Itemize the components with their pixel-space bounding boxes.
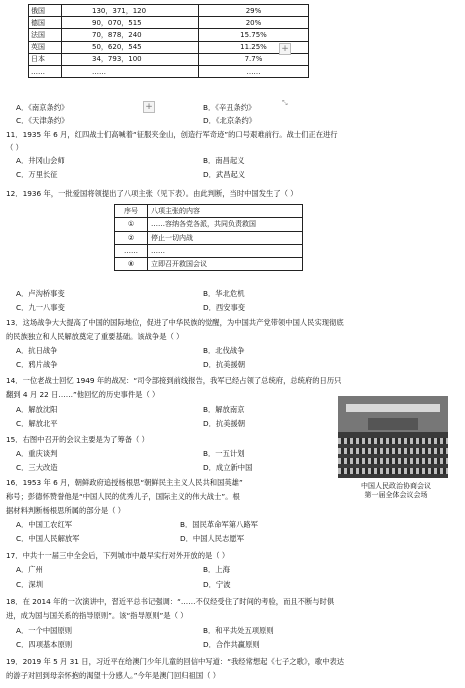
table1-cell: 34，793，100 — [62, 53, 199, 65]
q14-stem-line1: 14．一位老战士回忆 1949 年的战况：“司令部接到前线报告，我军已经占领了总统府，总统府的日历只 — [6, 376, 342, 385]
q12-option-c: C．九一八事变 — [16, 303, 65, 312]
table2-cell: 立即召开救国会议 — [148, 258, 303, 271]
table2-row — [115, 218, 303, 231]
q12-option-b: B．华北危机 — [203, 289, 245, 298]
q17-option-a: A．广州 — [16, 565, 43, 574]
table2-row — [115, 258, 303, 271]
q11-option-d: D．武昌起义 — [203, 170, 246, 179]
q11-option-a: A．井冈山会师 — [16, 156, 65, 165]
table2-cell: ① — [115, 218, 148, 231]
table2-cell: 停止一切内战 — [148, 231, 303, 244]
q11-stem-line2: （ ） — [6, 143, 23, 152]
table1-cell: 11.25% — [199, 41, 309, 53]
table1-row — [29, 41, 309, 53]
photo-caption: 中国人民政治协商会议 第一届全体会议会场 — [361, 482, 431, 499]
q16-option-a: A．中国工农红军 — [16, 520, 73, 529]
conference-photo — [338, 396, 448, 478]
q18-stem-line2: 进，成为国与国关系的指导原则”。该“指导原则”是（ ） — [6, 611, 188, 620]
resize-handle-icon[interactable]: ⤡ — [282, 99, 288, 107]
table1-cell: …… — [199, 65, 309, 77]
q15-option-a: A．重庆谈判 — [16, 449, 58, 458]
table1-row — [29, 17, 309, 29]
table1-cell: 德国 — [29, 17, 62, 29]
q14-option-b: B．解放南京 — [203, 405, 245, 414]
q13-stem-line1: 13．这场战争大大提高了中国的国际地位，促进了中华民族的觉醒，为中国共产党带领中国人民实现彻底 — [6, 318, 344, 327]
q12-stem-line1: 12．1936 年，一批爱国将领提出了八项主张（见下表）。由此判断，当时中国发生了（ ） — [6, 189, 298, 198]
table1-cell: 7.7% — [199, 53, 309, 65]
q10-option-a: A．《南京条约》 — [16, 103, 69, 112]
q14-option-a: A．解放沈阳 — [16, 405, 58, 414]
table2-cell: …… — [115, 244, 148, 257]
q14-option-d: D．抗美援朝 — [203, 419, 246, 428]
table2-header-cell: 序号 — [115, 205, 148, 218]
q18-option-c: C．四项基本原则 — [16, 640, 73, 649]
q16-option-b: B．国民革命军第八路军 — [180, 520, 258, 529]
q11-stem-line1: 11．1935 年 6 月，红四战士们高喊着“征服夹金山，创造行军奇迹”的口号艰难前行。战士们正在进行 — [6, 130, 338, 139]
table2-cell: …… — [148, 244, 303, 257]
table2-row — [115, 231, 303, 244]
add-row-icon[interactable]: + — [143, 101, 155, 113]
table1-cell: 70，878，240 — [62, 29, 199, 41]
q18-option-a: A．一个中国原则 — [16, 626, 73, 635]
q13-option-c: C．鸦片战争 — [16, 360, 58, 369]
q18-option-d: D．合作共赢原则 — [203, 640, 260, 649]
q15-option-c: C．三大改造 — [16, 463, 58, 472]
table1-row — [29, 5, 309, 17]
table1-cell: 29% — [199, 5, 309, 17]
table2-cell: ……容纳各党各派，共同负责救国 — [148, 218, 303, 231]
q14-stem-line2: 翻到 4 月 22 日……”他回忆的历史事件是（ ） — [6, 390, 160, 399]
q13-option-a: A．抗日战争 — [16, 346, 58, 355]
q14-option-c: C．解放北平 — [16, 419, 58, 428]
table2-cell: ② — [115, 231, 148, 244]
q17-stem-line1: 17．中共十一届三中全会后，下列城市中最早实行对外开放的是（ ） — [6, 551, 230, 560]
q10-option-c: C．《天津条约》 — [16, 116, 69, 125]
table1-cell: 法国 — [29, 29, 62, 41]
table1-cell: …… — [62, 65, 199, 77]
table1-cell: 130，371，120 — [62, 5, 199, 17]
table2-cell: ⑧ — [115, 258, 148, 271]
q11-option-b: B．南昌起义 — [203, 156, 245, 165]
data-table-1 — [28, 4, 309, 78]
q10-option-b: B．《辛丑条约》 — [203, 103, 256, 112]
table1-cell: 90，070，515 — [62, 17, 199, 29]
q12-option-d: D．西安事变 — [203, 303, 246, 312]
q13-option-b: B．北伐战争 — [203, 346, 245, 355]
q17-option-b: B．上海 — [203, 565, 230, 574]
q16-stem-line2: 称号；彭德怀赞誉他是“中国人民的优秀儿子，国际主义的伟大战士”。根 — [6, 492, 240, 501]
table1-cell: 20% — [199, 17, 309, 29]
q10-option-d: D．《北京条约》 — [203, 116, 257, 125]
q19-stem-line2: 的游子对回到母亲怀抱的渴望十分感人。”今年是澳门回归祖国（ ） — [6, 671, 221, 680]
table1-cell: …… — [29, 65, 62, 77]
q16-option-d: D．中国人民志愿军 — [180, 534, 244, 543]
q13-option-d: D．抗美援朝 — [203, 360, 246, 369]
q17-option-c: C．深圳 — [16, 580, 43, 589]
table1-row — [29, 65, 309, 77]
q16-option-c: C．中国人民解放军 — [16, 534, 80, 543]
q11-option-c: C．万里长征 — [16, 170, 58, 179]
table1-cell: 15.75% — [199, 29, 309, 41]
table1-cell: 英国 — [29, 41, 62, 53]
table1-row — [29, 29, 309, 41]
table1-cell: 俄国 — [29, 5, 62, 17]
q15-option-d: D．成立新中国 — [203, 463, 253, 472]
q17-option-d: D．宁波 — [203, 580, 231, 589]
q15-option-b: B．一五计划 — [203, 449, 245, 458]
table2-header-cell: 八项主张的内容 — [148, 205, 303, 218]
q15-stem-line1: 15．右图中召开的会议主要是为了筹备（ ） — [6, 435, 149, 444]
table2-row — [115, 244, 303, 257]
q18-stem-line1: 18．在 2014 年的一次演讲中，習近平总书记强调：“……不仅经受住了时间的考验，而且不断与时俱 — [6, 597, 335, 606]
table2-header-row — [115, 205, 303, 218]
q12-option-a: A．卢沟桥事变 — [16, 289, 65, 298]
q16-stem-line3: 据材料判断杨根思所属的部分是（ ） — [6, 506, 126, 515]
add-column-icon[interactable]: + — [279, 43, 291, 55]
q13-stem-line2: 的民族独立和人民解放奠定了重要基础。该战争是（ ） — [6, 332, 184, 341]
q19-stem-line1: 19．2019 年 5 月 31 日，习近平在给澳门少年儿童的回信中写道：“我经常想起《七子之歌》，歌中表达 — [6, 657, 345, 666]
q18-option-b: B．和平共处五项原则 — [203, 626, 274, 635]
table1-cell: 50，620，545 — [62, 41, 199, 53]
table1-row — [29, 53, 309, 65]
q16-stem-line1: 16．1953 年 6 月，朝鲜政府追授杨根思“朝鲜民主主义人民共和国英雄” — [6, 478, 243, 487]
table1-cell: 日本 — [29, 53, 62, 65]
data-table-2 — [114, 204, 303, 271]
